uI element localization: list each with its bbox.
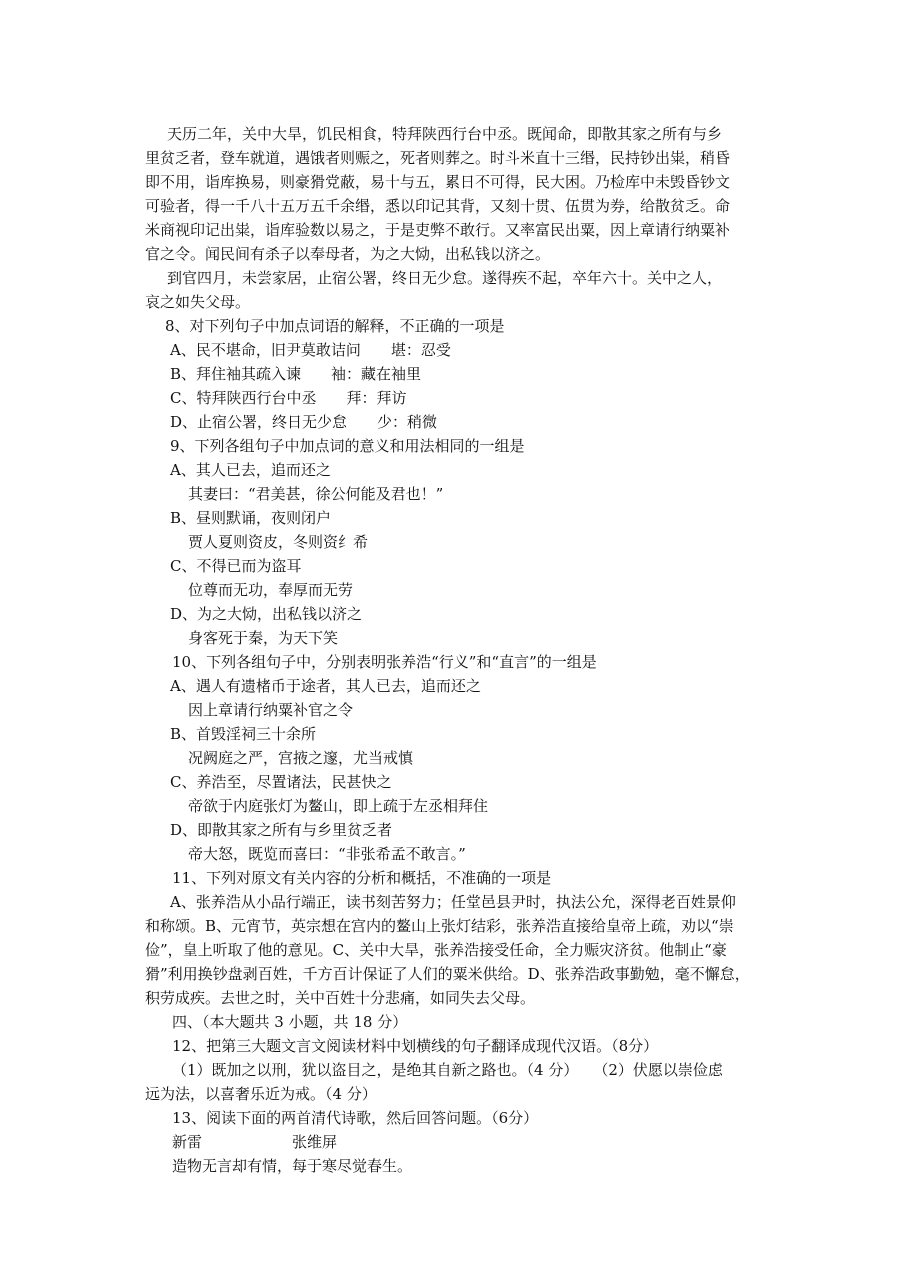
text-line: 里贫乏者，登车就道，遇饿者则赈之，死者则葬之。时斗米直十三缗，民持钞出粜，稍昏 xyxy=(145,149,731,167)
text-line: 和称颂。B、元宵节，英宗想在宫内的鳌山上张灯结彩，张养浩直接给皇帝上疏，劝以“崇 xyxy=(145,917,734,935)
text-line: 积劳成疾。去世之时，关中百姓十分悲痛，如同失去父母。 xyxy=(145,989,536,1007)
text-line: A、张养浩从小品行端正，读书刻苦努力；任堂邑县尹时，执法公允，深得老百姓景仰 xyxy=(170,893,736,911)
option-c: C、特拜陕西行台中丞 拜：拜访 xyxy=(170,389,407,407)
option-a: A、其人已去，追而还之 xyxy=(170,461,331,479)
option-b: B、拜住袖其疏入谏 袖：藏在袖里 xyxy=(170,365,422,383)
question-11: 11、下列对原文有关内容的分析和概括，不准确的一项是 xyxy=(172,869,552,887)
option-c-pair: 位尊而无功，奉厚而无劳 xyxy=(188,581,354,599)
option-b-pair: 贾人夏则资皮，冬则资纟希 xyxy=(188,533,369,551)
option-d-pair: 身客死于秦，为天下笑 xyxy=(188,629,339,647)
question-12: 12、把第三大题文言文阅读材料中划横线的句子翻译成现代汉语。（8分） xyxy=(172,1037,659,1055)
option-b-pair: 况阙庭之严，宫掖之邃，尤当戒慎 xyxy=(188,749,414,767)
text-line: 猾”利用换钞盘剥百姓，千方百计保证了人们的粟米供给。D、张养浩政事勤勉，毫不懈怠， xyxy=(145,965,750,983)
question-10: 10、下列各组句子中，分别表明张养浩“行义”和“直言”的一组是 xyxy=(172,653,597,671)
poem-title: 新雷 张维屏 xyxy=(172,1133,338,1151)
text-line: 远为法，以喜奢乐近为戒。（4 分） xyxy=(145,1085,377,1103)
option-a-pair: 其妻曰：“君美甚，徐公何能及君也！” xyxy=(188,485,444,503)
text-line: 俭”，皇上听取了他的意见。C、关中大旱，张养浩接受任命，全力赈灾济贫。他制止“豪 xyxy=(145,941,727,959)
option-a-pair: 因上章请行纳粟补官之令 xyxy=(188,701,354,719)
text-line: （1）既加之以刑，犹以盗目之，是绝其自新之路也。（4 分） （2）伏愿以崇俭虑 xyxy=(172,1061,723,1079)
option-d: D、止宿公署，终日无少怠 少：稍微 xyxy=(170,413,438,431)
text-line: 到官四月，未尝家居，止宿公署，终日无少怠。遂得疾不起，卒年六十。关中之人， xyxy=(167,269,723,287)
text-line: 可验者，得一千八十五万五千余缗，悉以印记其背，又刻十贯、伍贯为券，给散贫乏。命 xyxy=(145,197,731,215)
option-d: D、即散其家之所有与乡里贫乏者 xyxy=(170,821,393,839)
option-b: B、首毁淫祠三十余所 xyxy=(170,725,317,743)
option-a: A、遇人有遗楮币于途者，其人已去，追而还之 xyxy=(170,677,481,695)
text-line: 哀之如失父母。 xyxy=(145,293,251,311)
section-heading: 四、（本大题共 3 小题，共 18 分） xyxy=(172,1013,408,1031)
option-a: A、民不堪命，旧尹莫敢诘问 堪：忍受 xyxy=(170,341,451,359)
option-b: B、昼则默诵，夜则闭户 xyxy=(170,509,332,527)
poem-line: 造物无言却有情，每于寒尽觉春生。 xyxy=(172,1157,413,1175)
option-c: C、不得已而为盗耳 xyxy=(170,557,302,575)
question-13: 13、阅读下面的两首清代诗歌，然后回答问题。（6分） xyxy=(172,1109,539,1127)
text-line: 天历二年，关中大旱，饥民相食，特拜陕西行台中丞。既闻命，即散其家之所有与乡 xyxy=(167,125,723,143)
text-line: 米商视印记出粜，诣库验数以易之，于是吏弊不敢行。又率富民出粟，因上章请行纳粟补 xyxy=(145,221,731,239)
question-8: 8、对下列句子中加点词语的解释，不正确的一项是 xyxy=(165,317,505,335)
text-line: 官之令。闻民间有杀子以奉母者，为之大恸，出私钱以济之。 xyxy=(145,245,551,263)
option-d: D、为之大恸，出私钱以济之 xyxy=(170,605,363,623)
option-c: C、养浩至，尽置诸法，民甚快之 xyxy=(170,773,392,791)
question-9: 9、下列各组句子中加点词的意义和用法相同的一组是 xyxy=(170,437,525,455)
option-c-pair: 帝欲于内庭张灯为鳌山，即上疏于左丞相拜住 xyxy=(188,797,489,815)
text-line: 即不用，诣库换易，则豪猾党蔽，易十与五，累日不可得，民大困。乃检库中未毁昏钞文 xyxy=(145,173,731,191)
option-d-pair: 帝大怒，既览而喜曰：“非张希孟不敢言。” xyxy=(188,845,466,863)
